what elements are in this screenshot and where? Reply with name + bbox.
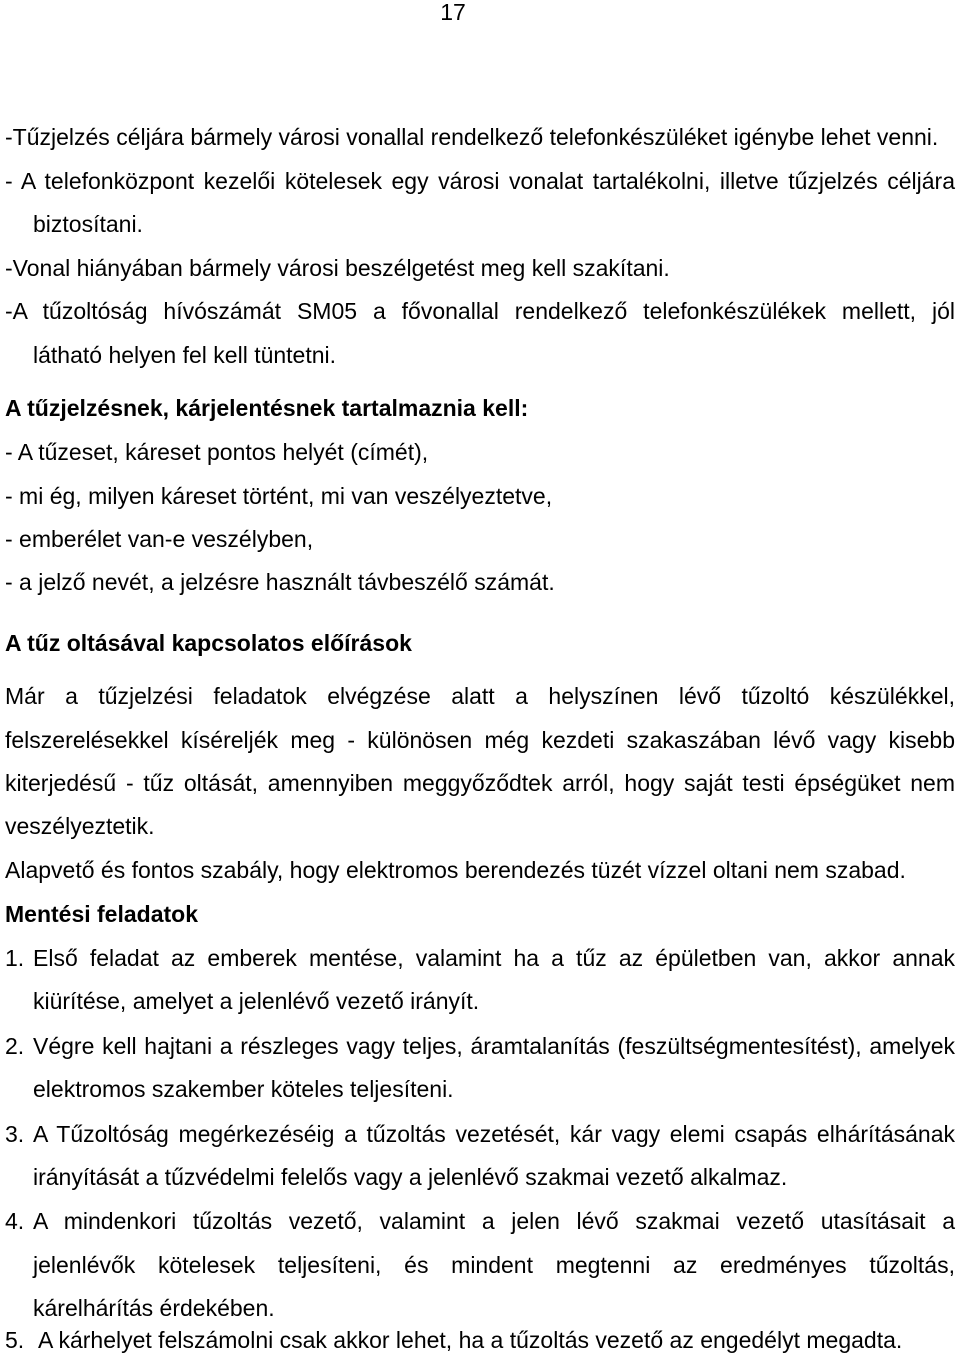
- numbered-item-line: kárelhárítás érdekében.: [33, 1295, 275, 1321]
- numbered-item-line: A mindenkori tűzoltás vezető, valamint a jelen lévő szakmai vezető utasításait a: [33, 1208, 955, 1234]
- note-line: -Vonal hiányában bármely városi beszélgetést meg kell szakítani.: [5, 255, 670, 281]
- list-item: - a jelző nevét, a jelzésre használt távbeszélő számát.: [5, 569, 555, 595]
- section-heading: Mentési feladatok: [5, 901, 198, 927]
- note-line: - A telefonközpont kezelői kötelesek egy városi vonalat tartalékolni, illetve tűzjelzés céljára: [5, 168, 955, 194]
- numbered-item-line: elektromos szakember köteles teljesíteni.: [33, 1076, 454, 1102]
- numbered-item-number: 1.: [5, 945, 25, 971]
- list-item: - A tűzeset, káreset pontos helyét (címét),: [5, 439, 429, 465]
- paragraph-line: kiterjedésű - tűz oltását, amennyiben meggyőződtek arról, hogy saját testi épségüket nem: [5, 770, 955, 796]
- numbered-item-line: Végre kell hajtani a részleges vagy teljes, áramtalanítás (feszültségmentesítést), amelyek: [33, 1033, 955, 1059]
- page-number: 17: [440, 0, 466, 25]
- section-heading: A tűz oltásával kapcsolatos előírások: [5, 630, 412, 656]
- numbered-item-line: Első feladat az emberek mentése, valamint ha a tűz az épületben van, akkor annak: [33, 945, 955, 971]
- numbered-item-number: 3.: [5, 1121, 25, 1147]
- numbered-item-number: 5.: [5, 1327, 25, 1353]
- note-line: -A tűzoltóság hívószámát SM05 a fővonallal rendelkező telefonkészülékek mellett, jól: [5, 298, 955, 324]
- list-item: - mi ég, milyen káreset történt, mi van veszélyeztetve,: [5, 483, 553, 509]
- rule-paragraph: Alapvető és fontos szabály, hogy elektromos berendezés tüzét vízzel oltani nem szabad.: [5, 857, 906, 883]
- numbered-item-line: A kárhelyet felszámolni csak akkor lehet, ha a tűzoltás vezető az engedélyt megadta.: [38, 1327, 903, 1353]
- numbered-item-line: A Tűzoltóság megérkezéséig a tűzoltás vezetését, kár vagy elemi csapás elhárításának: [33, 1121, 955, 1147]
- numbered-item-line: kiürítése, amelyet a jelenlévő vezető irányít.: [33, 988, 480, 1014]
- numbered-item-number: 4.: [5, 1208, 25, 1234]
- paragraph-line: Már a tűzjelzési feladatok elvégzése alatt a helyszínen lévő tűzoltó készülékkel,: [5, 683, 955, 709]
- paragraph-line: veszélyeztetik.: [5, 813, 155, 839]
- numbered-item-number: 2.: [5, 1033, 25, 1059]
- section-heading: A tűzjelzésnek, kárjelentésnek tartalmaznia kell:: [5, 395, 529, 421]
- numbered-item-line: jelenlévők kötelesek teljesíteni, és mindent megtenni az eredményes tűzoltás,: [33, 1252, 955, 1278]
- note-line: látható helyen fel kell tüntetni.: [33, 342, 337, 368]
- paragraph-line: felszerelésekkel kíséreljék meg - különösen még kezdeti szakaszában lévő vagy kisebb: [5, 727, 955, 753]
- note-line: -Tűzjelzés céljára bármely városi vonallal rendelkező telefonkészüléket igénybe lehet venni.: [5, 124, 939, 150]
- numbered-item-line: irányítását a tűzvédelmi felelős vagy a jelenlévő szakmai vezető alkalmaz.: [33, 1164, 788, 1190]
- list-item: - emberélet van-e veszélyben,: [5, 526, 314, 552]
- note-line: biztosítani.: [33, 211, 143, 237]
